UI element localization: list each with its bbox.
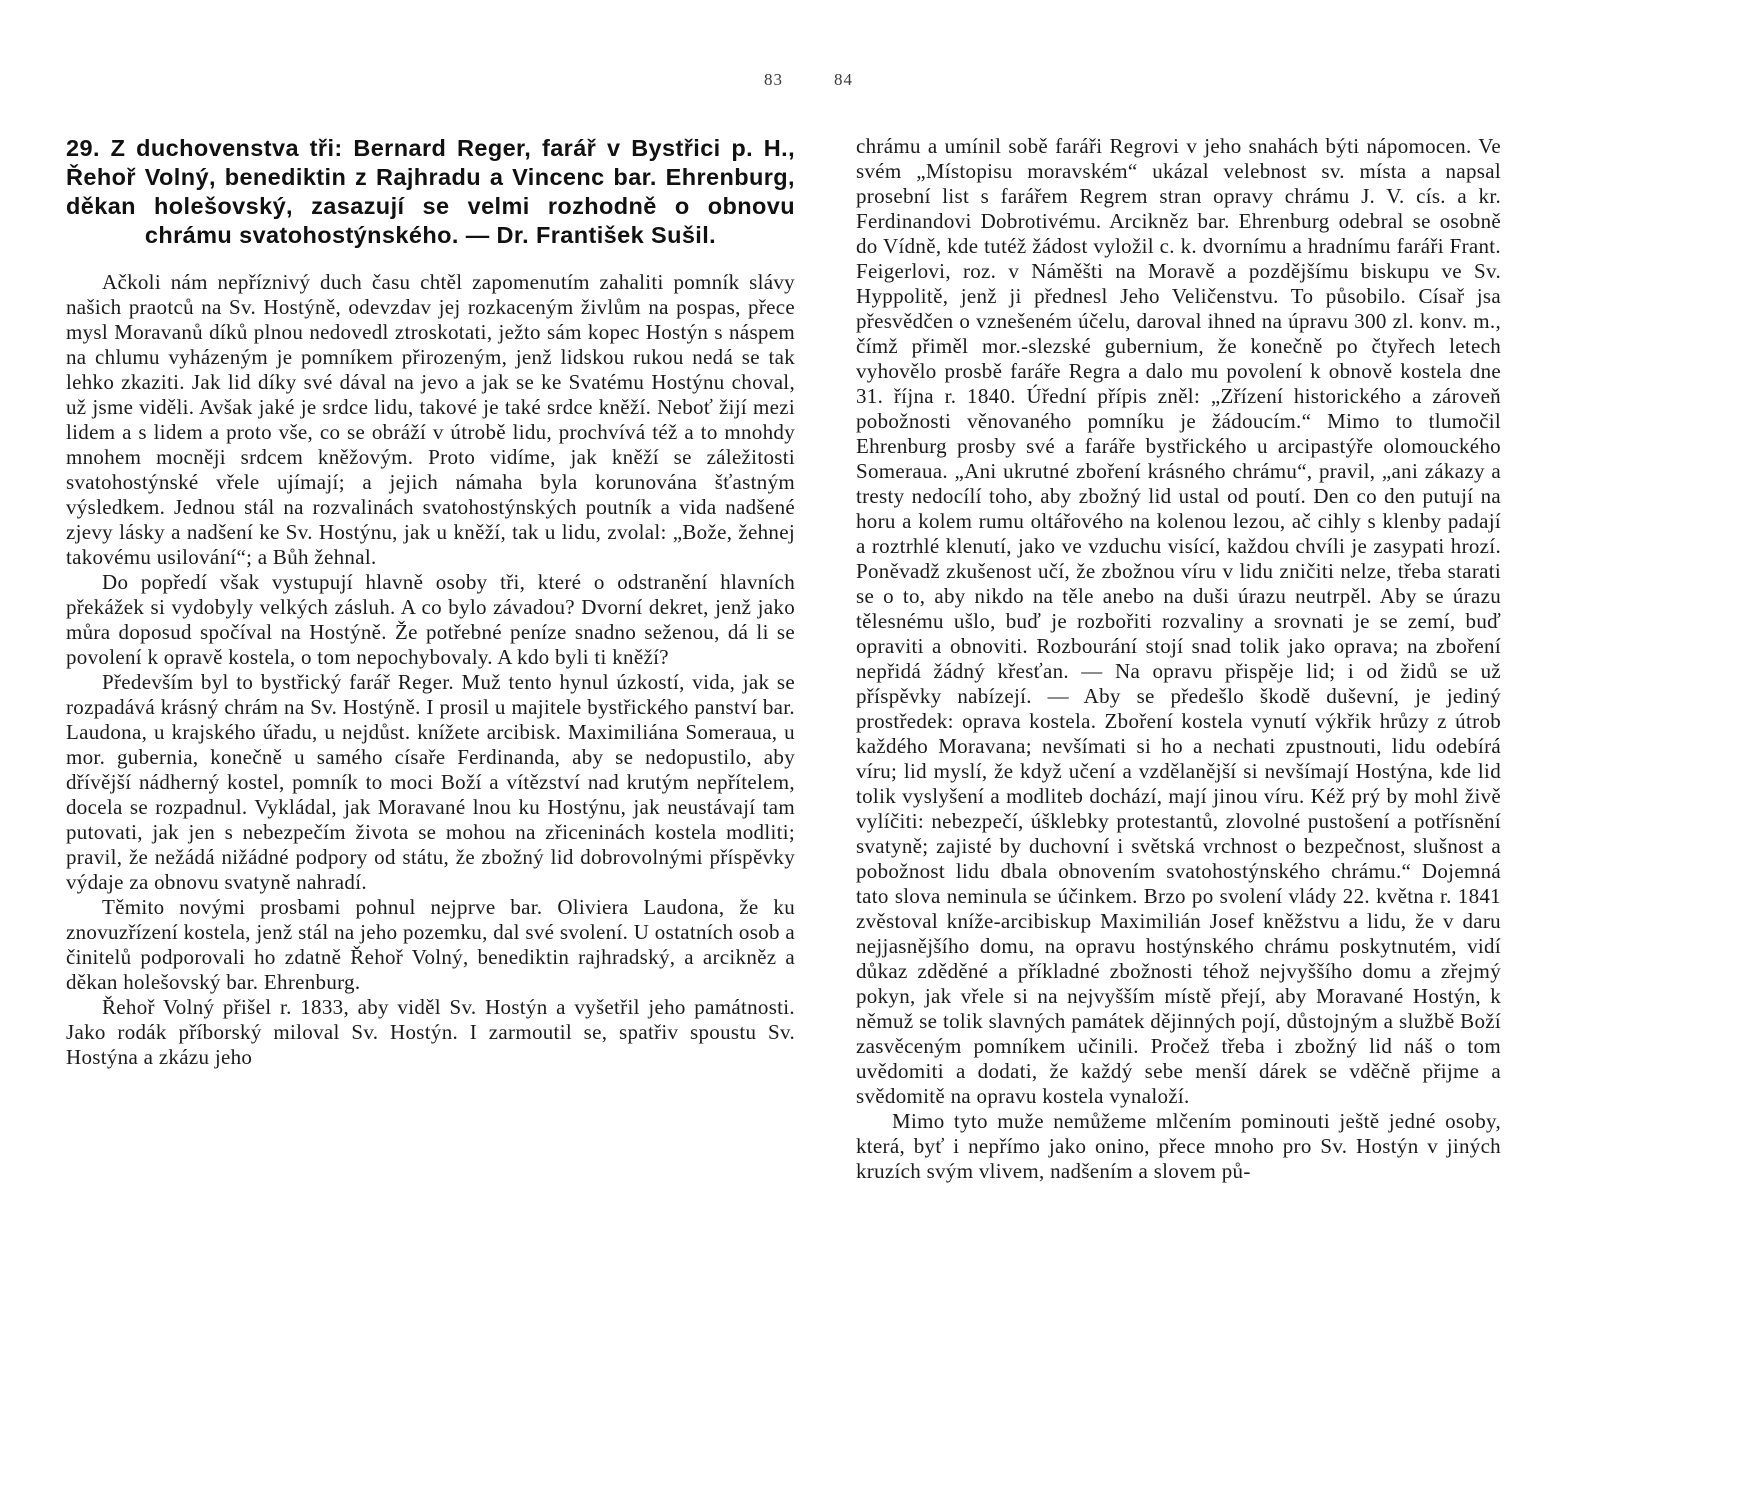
paragraph: Především byl to bystřický farář Reger. Muž tento hynul úzkostí, vida, jak se rozpadává krásný chrám na Sv. Hostýně. I prosil u majitele bystřického panství bar. Laudona, u krajského úřadu, u nejdůst. knížete arcibisk. Maximiliána Someraua, u mor. gubernia, konečně u samého císaře Ferdinanda, aby se nedopustilo, aby dřívější nádherný kostel, pomník to moci Boží a vítězství nad krutým nepřítelem, docela se rozpadnul. Vykládal, jak Moravané lnou ku Hostýnu, jak neustávají tam putovati, jak jen s nebezpečím života se mohou na zřiceninách kostela modliti; pravil, že nežádá nižádné podpory od státu, že zbožný lid dobrovolnými příspěvky výdaje za obnovu svatyně nahradí. [66, 670, 795, 894]
page-number-right: 84 [834, 70, 853, 89]
article-heading: 29. Z duchovenstva tři: Bernard Reger, farář v Bystřici p. H., Řehoř Volný, benediktin z Rajhradu a Vincenc bar. Ehrenburg, děkan holešovský, zasazují se velmi rozhodně o obnovu chrámu svatohostýnského. — Dr. František Sušil. [66, 135, 795, 248]
paragraph: Těmito novými prosbami pohnul nejprve bar. Oliviera Laudona, že ku znovuzřízení kostela, jenž stál na jeho pozemku, dal své svolení. U ostatních osob a činitelů podporovali ho zdatně Řehoř Volný, benediktin rajhradský, a arcikněz a děkan holešovský bar. Ehrenburg. [66, 895, 795, 994]
paragraph: Do popředí však vystupují hlavně osoby tři, které o odstranění hlavních překážek si vydobyly velkých zásluh. A co bylo závadou? Dvorní dekret, jenž jako můra doposud spočíval na Hostýně. Že potřebné peníze snadno seženou, dá li se povolení k opravě kostela, o tom nepochybovaly. A kdo byli ti kněží? [66, 570, 795, 669]
right-page-column [856, 134, 1501, 1184]
page-number-left: 83 [764, 70, 783, 89]
paragraph: Řehoř Volný přišel r. 1833, aby viděl Sv. Hostýn a vyšetřil jeho památnosti. Jako rodák příborský miloval Sv. Hostýn. I zarmoutil se, spatřiv spoustu Sv. Hostýna a zkázu jeho [66, 995, 795, 1069]
paragraph: Mimo tyto muže nemůžeme mlčením pominouti ještě jedné osoby, která, byť i nepřímo jako onino, přece mnoho pro Sv. Hostýn v jiných kruzích svým vlivem, nadšením a slovem pů- [856, 1109, 1501, 1183]
paragraph: Ačkoli nám nepříznivý duch času chtěl zapomenutím zahaliti pomník slávy našich praotců na Sv. Hostýně, odevzdav jej rozkaceným živlům na pospas, přece mysl Moravanů díků plnou nedovedl ztroskotati, ježto sám kopec Hostýn s náspem na chlumu vyházeným je pomníkem přirozeným, jenž lidskou rukou nedá se tak lehko zkaziti. Jak lid díky své dával na jevo a jak se ke Svatému Hostýnu choval, už jsme viděli. Avšak jaké je srdce lidu, takové je také srdce kněží. Neboť žijí mezi lidem a s lidem a proto vše, co se obráží v útrobě lidu, prochvívá též a to mnohdy mnohem mocněji srdcem kněžovým. Proto vidíme, jak kněží se záležitosti svatohostýnské vřele ujímají; a jejich námaha byla korunována šťastným výsledkem. Jednou stál na rozvalinách svatohostýnských poutník a vida nadšené zjevy lásky a nadšení ke Sv. Hostýnu, jak u kněží, tak u lidu, zvolal: „Bože, žehnej takovému usilování“; a Bůh žehnal. [66, 270, 795, 569]
left-page-column [66, 134, 795, 1070]
paragraph: chrámu a umínil sobě faráři Regrovi v jeho snahách býti nápomocen. Ve svém „Místopisu moravském“ ukázal velebnost sv. místa a napsal prosební list s farářem Regrem stran opravy chrámu J. V. cís. a kr. Ferdinandovi Dobrotivému. Arcikněz bar. Ehrenburg odebral se osobně do Vídně, kde tutéž žádost vyložil c. k. dvornímu a hradnímu faráři Frant. Feigerlovi, roz. v Náměšti na Moravě a pozdějšímu biskupu ve Sv. Hyppolitě, jenž ji přednesl Jeho Veličenstvu. To působilo. Císař jsa přesvědčen o vznešeném účelu, daroval ihned na úpravu 300 zl. konv. m., čímž přiměl mor.-slezské gubernium, že konečně po čtyřech letech vyhovělo prosbě faráře Regra a dalo mu povolení k obnově kostela dne 31. října r. 1840. Úřední přípis zněl: „Zřízení historického a zároveň pobožnosti věnovaného pomníku je žádoucím.“ Mimo to tlumočil Ehrenburg prosby své a faráře bystřického u arcipastýře olomouckého Someraua. „Ani ukrutné zboření krásného chrámu“, pravil, „ani zákazy a tresty nedocílí toho, aby zbožný lid ustal od poutí. Den co den putují na horu a kolem rumu oltářového na kolenou lezou, ač cihly s klenby padají a roztrhlé klenutí, jako ve vzduchu visící, každou chvíli je zasypati hrozí. Poněvadž zkušenost učí, že zbožnou víru v lidu zničiti nelze, třeba starati se o to, aby nikdo na těle anebo na duši úrazu neutrpěl. Aby se úrazu tělesnému ušlo, buď je rozbořiti rozvaliny a srovnati je se zemí, buď opraviti a obnoviti. Rozbourání stojí snad tolik jako oprava; na zboření nepřidá žádný křesťan. — Na opravu přispěje lid; i od židů se už příspěvky nabízejí. — Aby se předešlo škodě duševní, je jediný prostředek: oprava kostela. Zboření kostela vynutí výkřik hrůzy z útrob každého Moravana; nevšímati si ho a nechati zpustnouti, lidu odebírá víru; lid myslí, že když učení a vzdělanější si nevšímají Hostýna, kde lid tolik vyslyšení a modliteb dochází, mají jinou víru. Kéž prý by mohl živě vylíčiti: nebezpečí, úšklebky protestantů, zlovolné pustošení a potřísnění svatyně; zajisté by duchovní i světská vrchnost o bezpečnost, slušnost a pobožnost lidu dbala obnovením svatohostýnského chrámu.“ Dojemná tato slova neminula se účinkem. Brzo po svolení vlády 22. května r. 1841 zvěstoval kníže-arcibiskup Maximilián Josef kněžstvu a lidu, že v daru nejjasnějšího domu, na opravu hostýnského chrámu poskytnutém, vidí důkaz zděděné a příkladné zbožnosti téhož nejvyššího domu a zřejmý pokyn, jak vřele si na nejvyšším místě přejí, aby Moravané Hostýn, k němuž se tolik slavných památek dějinných pojí, důstojným a službě Boží zasvěceným pomníkem učinili. Pročež třeba i zbožný lid náš o tom uvědomiti a dodati, že každý sebe menší dárek se vděčně přijme a svědomitě na opravu kostela vynaloží. [856, 134, 1501, 1108]
